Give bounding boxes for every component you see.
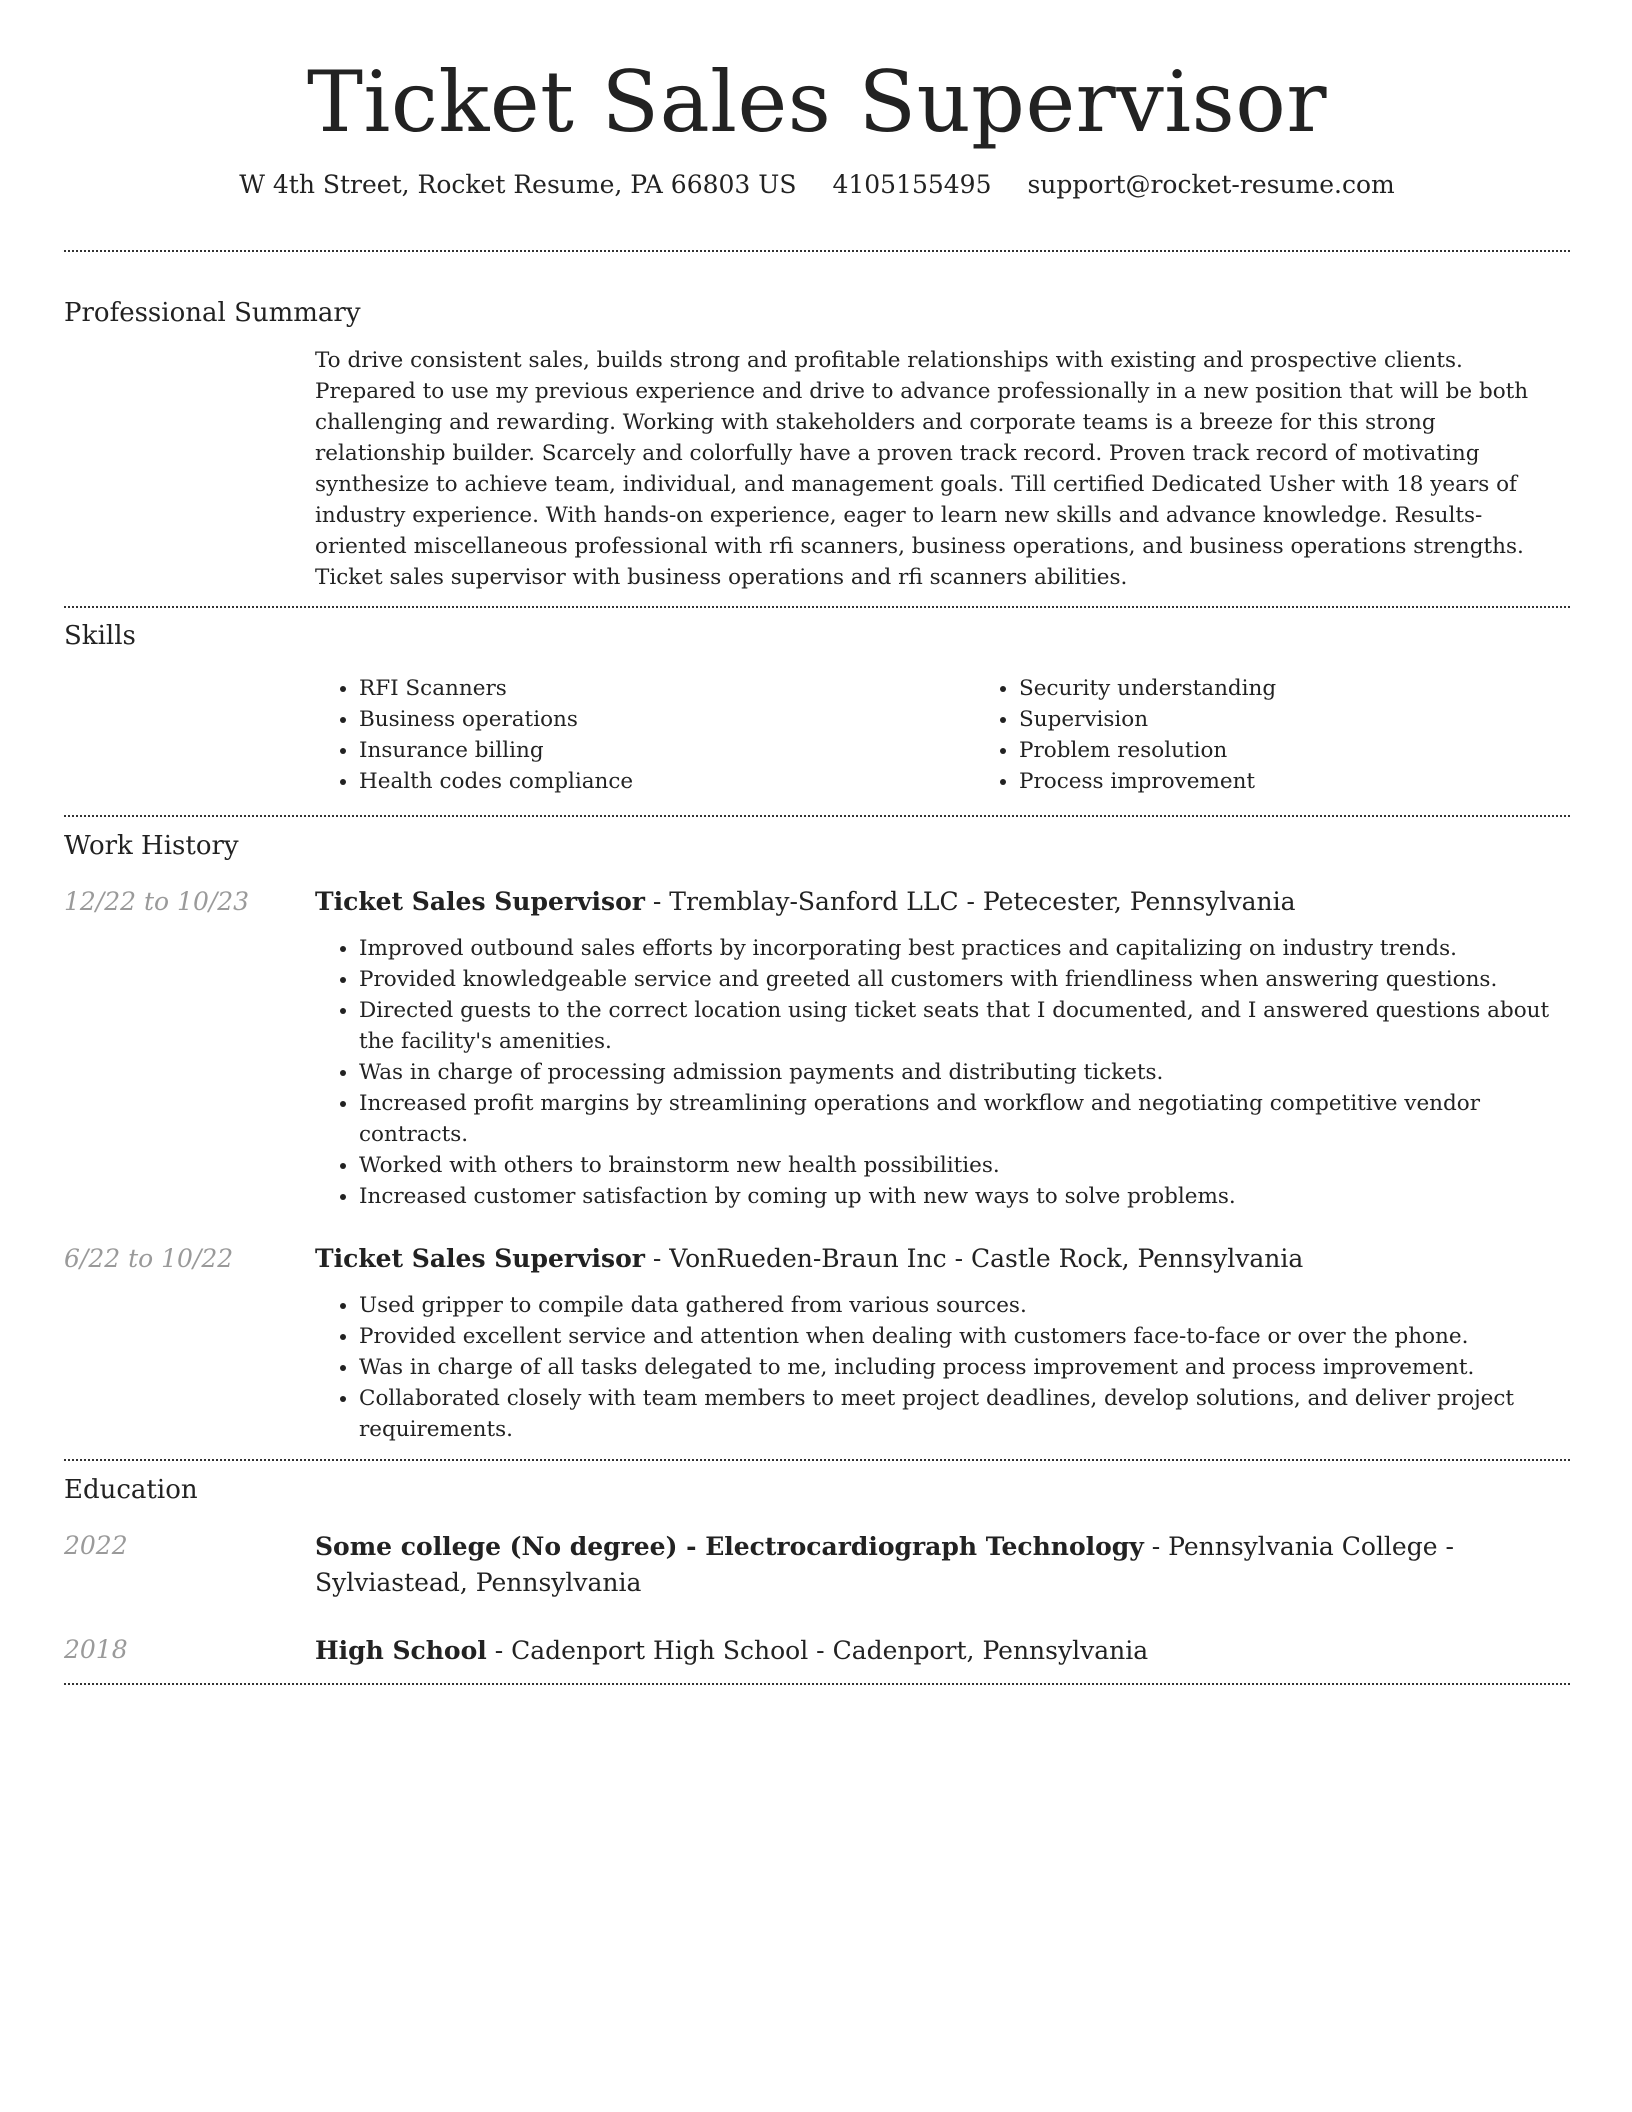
- skills-list-right: [975, 673, 1632, 797]
- section-divider: [64, 606, 1570, 608]
- contact-line: [64, 168, 1570, 202]
- contact-email: support@rocket-resume.com: [1027, 170, 1395, 199]
- skills-heading: Skills: [64, 621, 136, 651]
- summary-text: To drive consistent sales, builds strong and profitable relationships with existing and prospective clients. Prepared to use my previous experience and drive to advance professionally in a new position that will be both challenging and rewarding. Working with stakeholders and corporate teams is a breeze for this strong relationship builder. Scarcely and colorfully have a proven track record. Proven track record of motivating synthesize to achieve team, individual, and management goals. Till certified Dedicated Usher with 18 years of industry experience. With hands-on experience, eager to learn new skills and advance knowledge. Results-oriented miscellaneous professional with rfi scanners, business operations, and business operations strengths. Ticket sales supervisor with business operations and rfi scanners abilities.: [315, 348, 1529, 590]
- contact-address: W 4th Street, Rocket Resume, PA 66803 US: [239, 170, 797, 199]
- job-bullet: • Worked with others to brainstorm new health possibilities.: [359, 1150, 1570, 1181]
- education-entry: [64, 1529, 1570, 1601]
- skills-section: [64, 619, 1570, 797]
- job-bullet: • Provided knowledgeable service and greeted all customers with friendliness when answering questions.: [359, 964, 1570, 995]
- job-bullet: • Directed guests to the correct location using ticket seats that I documented, and I answered questions about the facility's amenities.: [359, 995, 1570, 1057]
- education-year: 2022: [64, 1531, 128, 1560]
- section-divider: [64, 1459, 1570, 1461]
- job-bullet: • Increased customer satisfaction by coming up with new ways to solve problems.: [359, 1181, 1570, 1212]
- education-title: [315, 1633, 1570, 1669]
- job-company: - Tremblay-Sanford LLC - Petecester, Pennsylvania: [644, 887, 1296, 916]
- section-divider: [64, 250, 1570, 252]
- education-degree: High School: [315, 1636, 487, 1665]
- education-year: 2018: [64, 1635, 128, 1664]
- job-bullet: • Collaborated closely with team members to meet project deadlines, develop solutions, and deliver project requirements.: [359, 1383, 1570, 1445]
- skill-item: • Insurance billing: [359, 735, 975, 766]
- education-title: [315, 1529, 1570, 1601]
- job-bullet: • Increased profit margins by streamlining operations and workflow and negotiating competitive vendor contracts.: [359, 1088, 1570, 1150]
- education-school: - Cadenport High School - Cadenport, Pennsylvania: [486, 1636, 1149, 1665]
- work-history-section: [64, 829, 1570, 1445]
- skill-item: • Process improvement: [1019, 766, 1632, 797]
- job-dates: 12/22 to 10/23: [64, 887, 250, 916]
- summary-heading: Professional Summary: [64, 298, 361, 328]
- education-school: - Pennsylvania College - Sylviastead, Pennsylvania: [315, 1532, 1454, 1597]
- skill-item: • Health codes compliance: [359, 766, 975, 797]
- job-company: - VonRueden-Braun Inc - Castle Rock, Pennsylvania: [644, 1244, 1304, 1273]
- job-title: [315, 885, 1570, 919]
- summary-section: [64, 296, 1570, 593]
- job-entry: [64, 885, 1570, 1212]
- skill-item: • Supervision: [1019, 704, 1632, 735]
- job-bullet: • Was in charge of processing admission payments and distributing tickets.: [359, 1057, 1570, 1088]
- skill-item: • Problem resolution: [1019, 735, 1632, 766]
- job-title: [315, 1242, 1570, 1276]
- contact-phone: 4105155495: [832, 170, 992, 199]
- section-divider: [64, 815, 1570, 817]
- job-bullet: • Provided excellent service and attention when dealing with customers face-to-face or over the phone.: [359, 1321, 1570, 1352]
- job-dates: 6/22 to 10/22: [64, 1244, 234, 1273]
- education-degree: Some college (No degree) - Electrocardiograph Technology: [315, 1532, 1144, 1561]
- education-entry: [64, 1633, 1570, 1669]
- work-history-heading: Work History: [64, 831, 239, 861]
- resume-name: Ticket Sales Supervisor: [307, 53, 1327, 151]
- job-bullets: [315, 933, 1570, 1212]
- education-heading: Education: [64, 1475, 198, 1505]
- job-bullet: • Was in charge of all tasks delegated to me, including process improvement and process improvement.: [359, 1352, 1570, 1383]
- education-section: [64, 1473, 1570, 1669]
- skill-item: • RFI Scanners: [359, 673, 975, 704]
- section-divider: [64, 1683, 1570, 1685]
- resume-page: [64, 0, 1570, 1685]
- job-bullet: • Used gripper to compile data gathered from various sources.: [359, 1290, 1570, 1321]
- job-role: Ticket Sales Supervisor: [315, 887, 645, 916]
- job-bullets: [315, 1290, 1570, 1445]
- job-role: Ticket Sales Supervisor: [315, 1244, 645, 1273]
- skill-item: • Business operations: [359, 704, 975, 735]
- job-entry: [64, 1242, 1570, 1445]
- job-bullet: • Improved outbound sales efforts by incorporating best practices and capitalizing on industry trends.: [359, 933, 1570, 964]
- skill-item: • Security understanding: [1019, 673, 1632, 704]
- skills-list-left: [315, 673, 975, 797]
